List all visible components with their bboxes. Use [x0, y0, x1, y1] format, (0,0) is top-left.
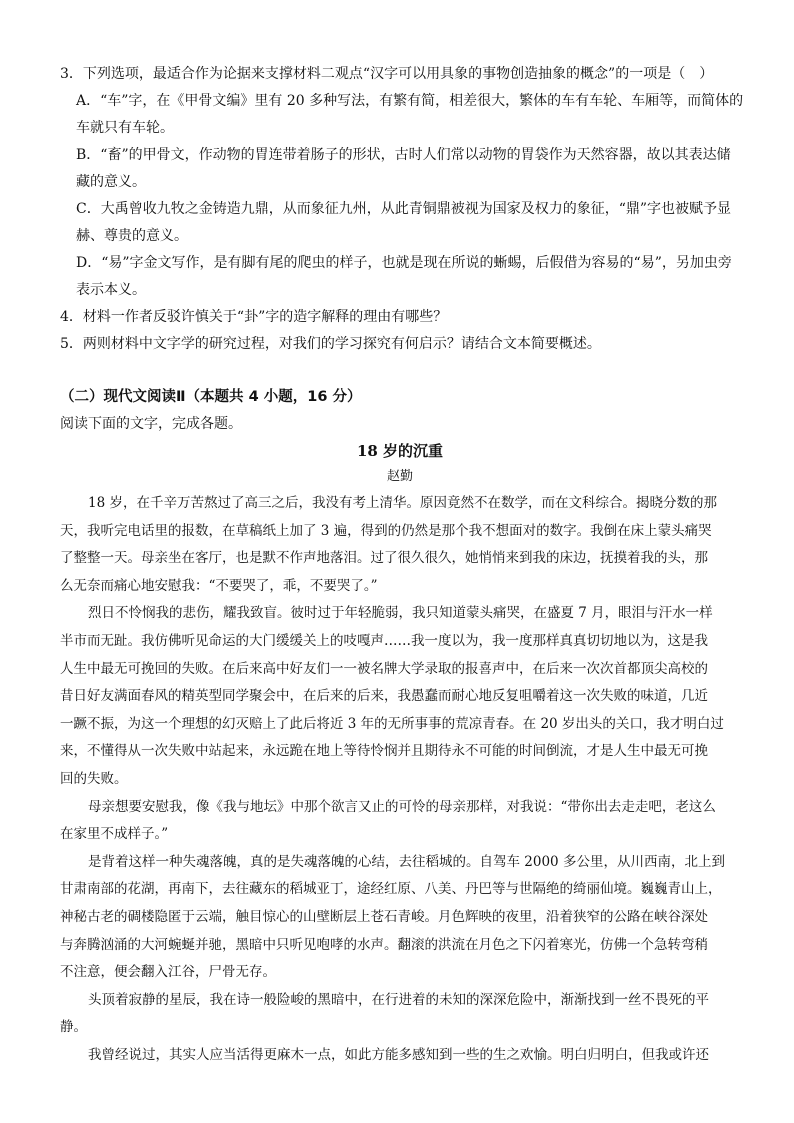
article: [60, 438, 740, 1069]
option-d: D．“易”字金文写作，是有脚有尾的爬虫的样子，也就是现在所说的蜥蜴，后假借为容易的“易”，另加虫旁 表示本义。: [76, 255, 732, 298]
paragraph-line: 头顶着寂静的星辰，我在诗一般险峻的黑暗中，在行进着的未知的深深危险中，渐渐找到一丝不畏死的平: [88, 991, 709, 1008]
option-c: C．大禹曾收九牧之金铸造九鼎，从而象征九州，从此青铜鼎被视为国家及权力的象征，“鼎”字也被赋予显 赫、尊贵的意义。: [76, 201, 732, 244]
article-paragraph: [60, 987, 740, 1042]
article-paragraph: [60, 490, 740, 600]
paragraph-line: 人生中最无可挽回的失败。在后来高中好友们一一被名牌大学录取的报喜声中，在后来一次次首都顶尖高校的: [60, 660, 708, 677]
article-body: [60, 490, 740, 1069]
paragraph-line: 18 岁，在千辛万苦熬过了高三之后，我没有考上清华。原因竟然不在数学，而在文科综合。揭晓分数的那: [88, 495, 717, 511]
article-title: 18 岁的沉重: [356, 442, 444, 460]
paragraph-line: 是背着这样一种失魂落魄，真的是失魂落魄的心结，去往稻城的。自驾车 2000 多公里，从川西南，北上到: [88, 853, 725, 870]
section-block: [60, 384, 740, 438]
paragraph-line: 昔日好友满面春风的精英型同学聚会中，在后来的后来，我愚蠢而耐心地反复咀嚼着这一次失败的味道，几近: [60, 688, 708, 705]
article-paragraph: [60, 794, 740, 849]
paragraph-line: 回的失败。: [60, 770, 128, 787]
question-4: 4．材料一作者反驳许慎关于“卦”字的造字解释的理由有哪些？: [60, 309, 448, 325]
article-paragraph: [60, 1042, 740, 1070]
question-3: 3．下列选项，最适合作为论据来支撑材料二观点“汉字可以用具象的事物创造抽象的概念”的一项是（ ）: [60, 66, 714, 82]
article-paragraph: [60, 600, 740, 793]
question-block: [60, 61, 744, 358]
question-5: 5．两则材料中文字学的研究过程，对我们的学习探究有何启示？请结合文本简要概述。: [60, 336, 601, 352]
instruction: 阅读下面的文字，完成各题。: [60, 416, 242, 432]
option-a: A．“车”字，在《甲骨文编》里有 20 多种写法，有繁有简，相差很大，繁体的车有车轮、车厢等，而简体的 车就只有车轮。: [76, 93, 744, 136]
paragraph-line: 来，不懂得从一次失败中站起来，永远跪在地上等待怜悯并且期待永不可能的时间倒流，才是人生中最无可挽: [60, 743, 708, 760]
paragraph-line: 神秘古老的碉楼隐匿于云端，触目惊心的山壁断层上苍石青峻。月色辉映的夜里，沿着狭窄的公路在峡谷深处: [60, 908, 708, 925]
paragraph-line: 半市而无趾。我仿佛听见命运的大门缓缓关上的吱嘎声……我一度以为，我一度那样真真切切地以为，这是我: [60, 632, 708, 649]
paragraph-line: 天，我听完电话里的报数，在草稿纸上加了 3 遍，得到的仍然是那个我不想面对的数字。我倒在床上蒙头痛哭: [60, 522, 712, 539]
paragraph-line: 静。: [60, 1019, 87, 1036]
paragraph-line: 在家里不成样子。”: [60, 826, 169, 843]
option-b: B．“畜”的甲骨文，作动物的胃连带着肠子的形状，古时人们常以动物的胃袋作为天然容器，故以其表达储 藏的意义。: [76, 147, 731, 190]
paragraph-line: 了整整一天。母亲坐在客厅，也是默不作声地落泪。过了很久很久，她悄悄来到我的床边，抚摸着我的头，那: [60, 550, 708, 567]
paragraph-line: 么无奈而痛心地安慰我：“不要哭了，乖，不要哭了。”: [60, 577, 378, 594]
section-heading: （二）现代文阅读Ⅱ（本题共 4 小题，16 分）: [60, 389, 362, 405]
paragraph-line: 烈日不怜悯我的悲伤，耀我致盲。彼时过于年轻脆弱，我只知道蒙头痛哭，在盛夏 7 月，眼泪与汗水一样: [88, 605, 713, 622]
article-paragraph: [60, 849, 740, 987]
paragraph-line: 我曾经说过，其实人应当活得更麻木一点，如此方能多感知到一些的生之欢愉。明白归明白，但我或许还: [88, 1046, 709, 1063]
paragraph-line: 一蹶不振，为这一个理想的幻灭赔上了此后将近 3 年的无所事事的荒凉青春。在 20 岁出头的关口，我才明白过: [60, 715, 724, 732]
article-author: 赵勤: [386, 469, 413, 484]
paragraph-line: 甘肃南部的花湖，再南下，去往藏东的稻城亚丁，途经红原、八美、丹巴等与世隔绝的绮丽仙境。巍巍青山上，: [60, 881, 722, 898]
paragraph-line: 与奔腾汹涌的大河蜿蜒并驰，黑暗中只听见咆哮的水声。翻滚的洪流在月色之下闪着寒光，仿佛一个急转弯稍: [60, 936, 708, 953]
paragraph-line: 不注意，便会翻入江谷，尸骨无存。: [60, 964, 276, 981]
paragraph-line: 母亲想要安慰我，像《我与地坛》中那个欲言又止的可怜的母亲那样，对我说：“带你出去走走吧，老这么: [88, 798, 716, 815]
